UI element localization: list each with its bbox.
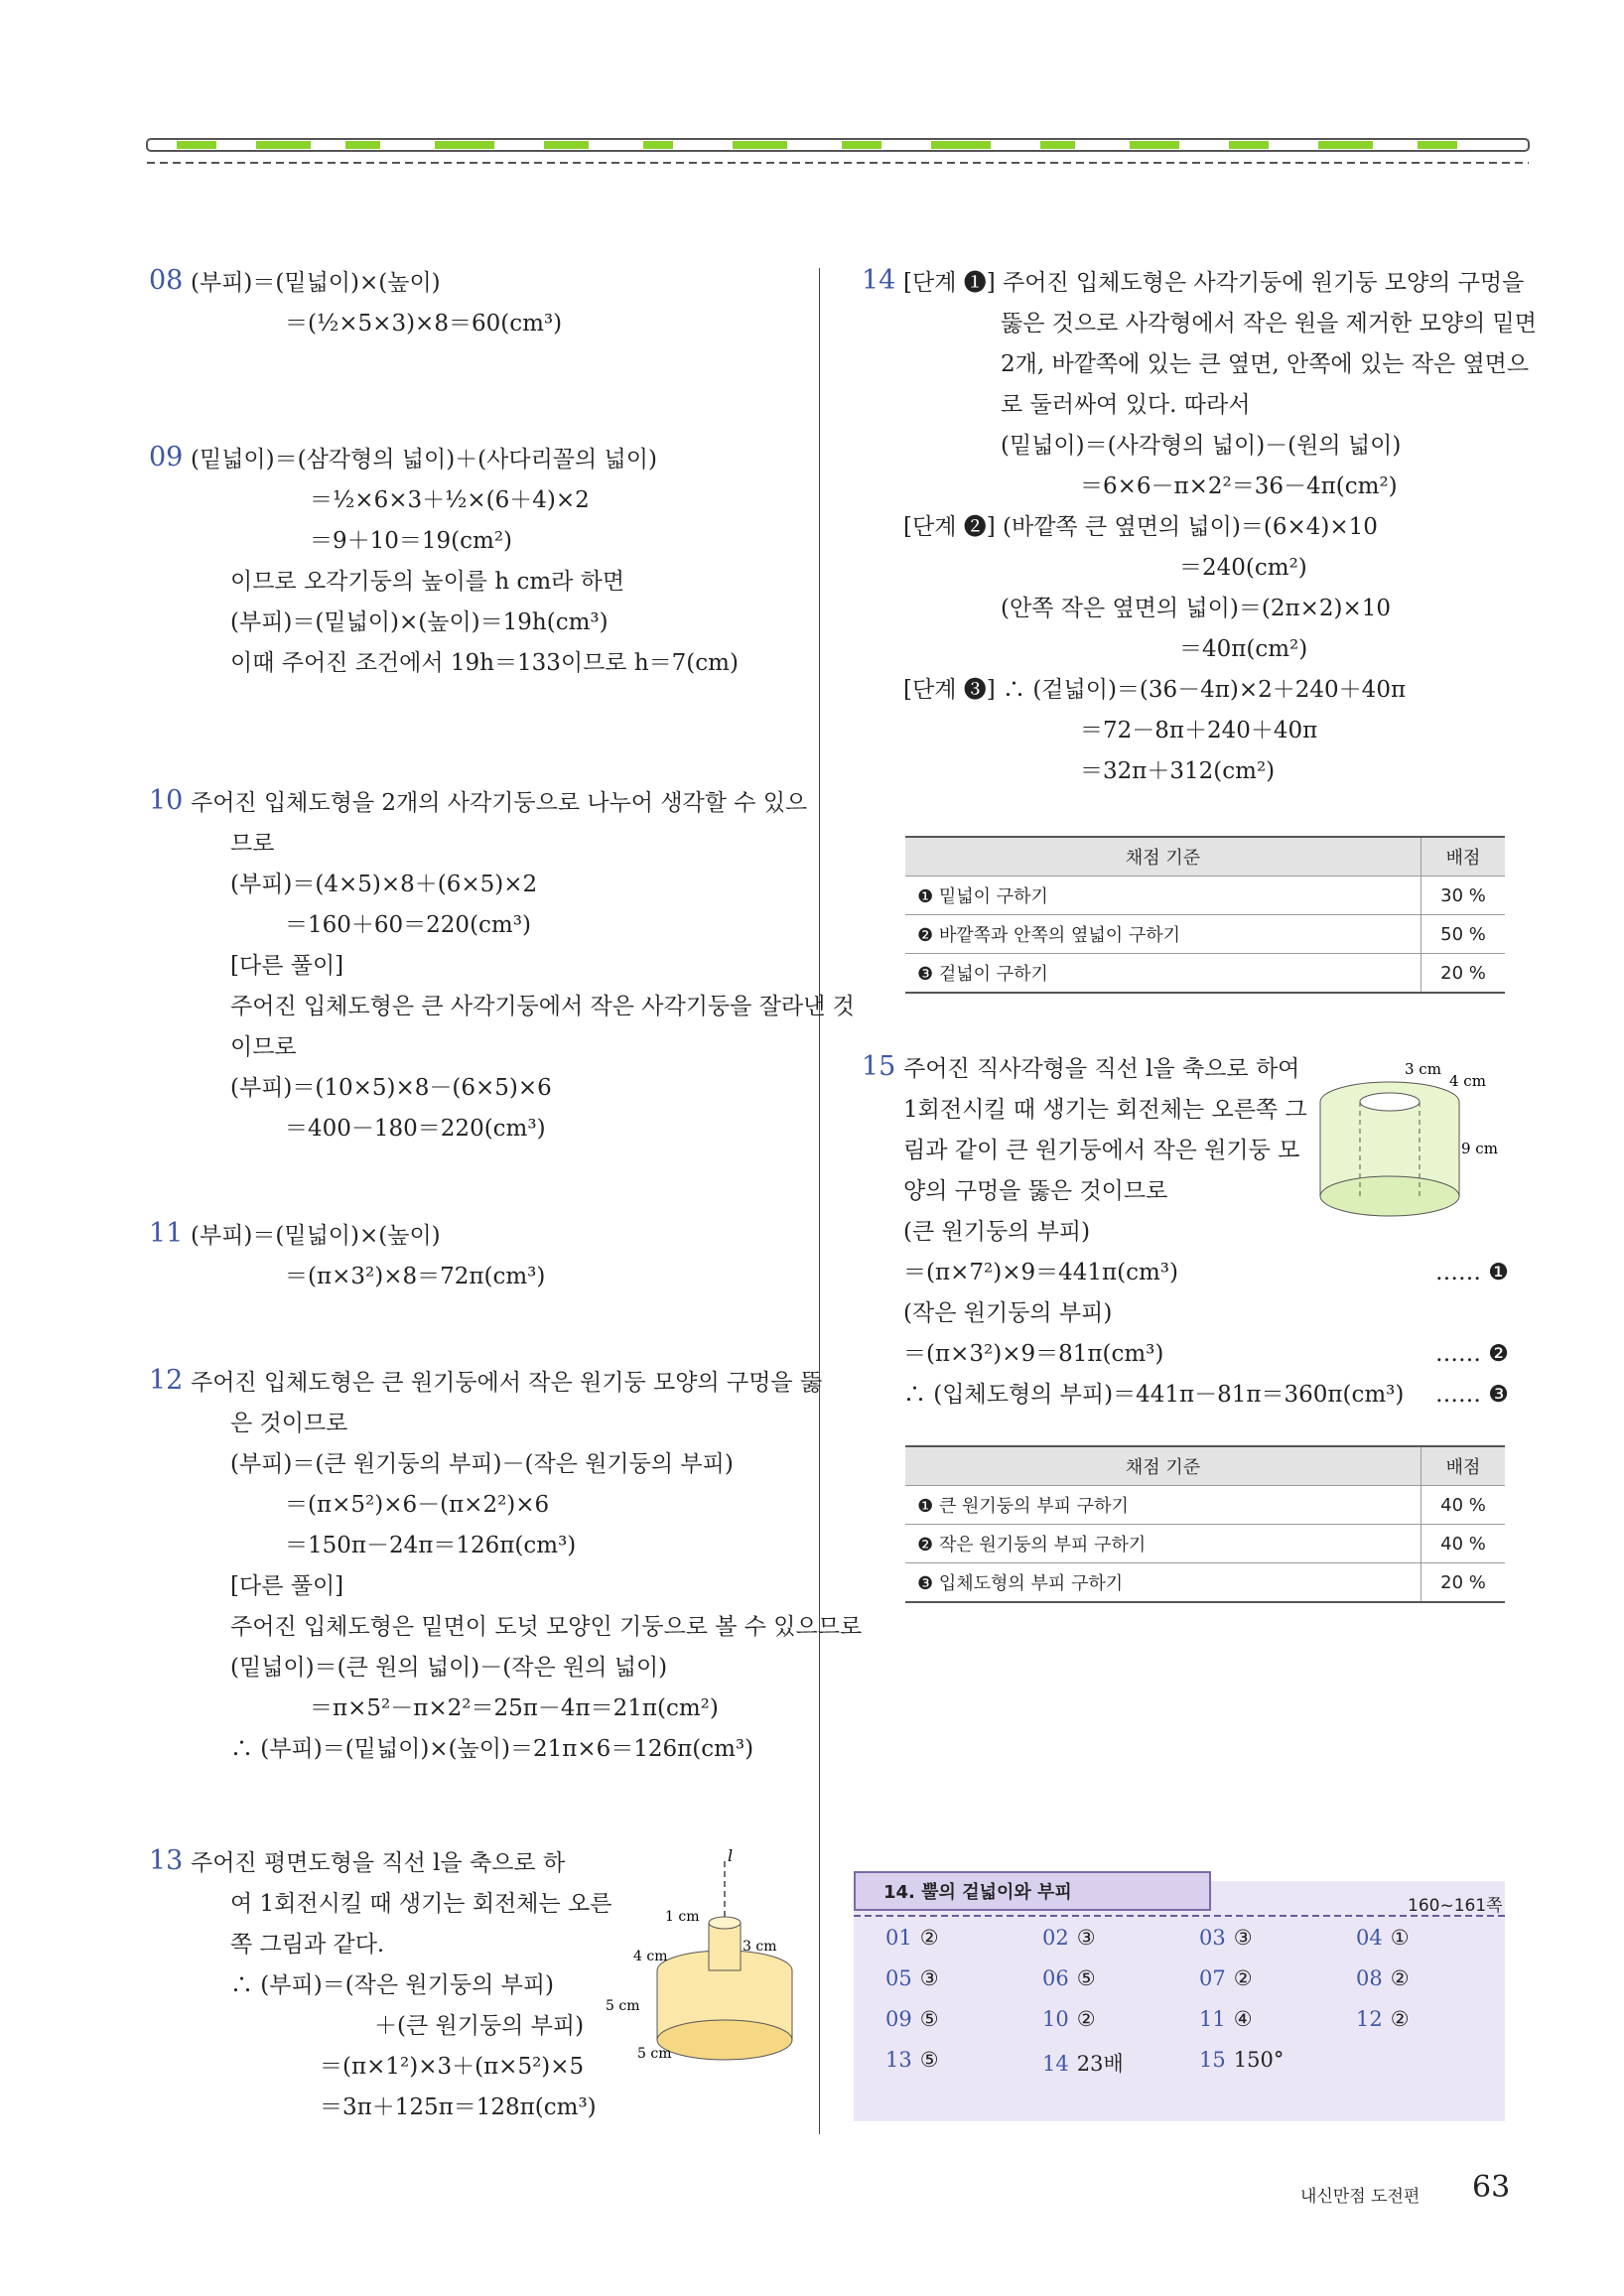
solution-line: 양의 구멍을 뚫은 것이므로	[903, 1178, 1168, 1204]
answer-value: ④	[1233, 2007, 1253, 2031]
solution-line: ＝(π×7²)×9＝441π(cm³)	[903, 1260, 1178, 1285]
answer-item	[1042, 2048, 1124, 2078]
answer-value: ②	[1076, 2007, 1096, 2031]
answer-value: 23배	[1076, 2052, 1124, 2076]
solution-line: 주어진 입체도형은 밑면이 도넛 모양인 기둥으로 볼 수 있으므로	[230, 1614, 863, 1640]
solution-line: ＋(큰 원기둥의 부피)	[374, 2013, 585, 2039]
step-mark: …… ❷	[1435, 1341, 1509, 1367]
answer-number: 08	[1356, 1966, 1383, 1990]
answer-number: 11	[1199, 2007, 1226, 2031]
column-divider	[819, 268, 820, 2134]
solution-line: 주어진 입체도형은 큰 사각기둥에서 작은 사각기둥을 잘라낸 것	[230, 994, 855, 1019]
problem-number: 11	[149, 1218, 184, 1249]
solution-line: 여 1회전시킬 때 생기는 회전체는 오른	[230, 1891, 612, 1917]
solution-line: 주어진 평면도형을 직선 l을 축으로 하	[191, 1850, 566, 1876]
answer-number: 06	[1042, 1966, 1069, 1990]
table-row: ❶ 큰 원기둥의 부피 구하기 40 %	[905, 1486, 1505, 1525]
solution-line: ＝400－180＝220(cm³)	[285, 1116, 546, 1142]
answer-item	[1199, 1966, 1253, 1990]
solution-line: [단계 ❷] (바깥쪽 큰 옆면의 넓이)＝(6×4)×10	[903, 514, 1378, 540]
answer-item	[885, 1926, 939, 1950]
solution-line: [다른 풀이]	[230, 1573, 344, 1599]
answer-number: 07	[1199, 1966, 1226, 1990]
scoring-table-14	[905, 836, 1505, 994]
solution-line: (부피)＝(밑넓이)×(높이)	[191, 270, 441, 296]
solution-line: 주어진 입체도형을 2개의 사각기둥으로 나누어 생각할 수 있으	[191, 790, 808, 816]
solution-line: ＝½×6×3＋½×(6＋4)×2	[310, 487, 590, 513]
solution-line: ＝6×6－π×2²＝36－4π(cm²)	[1080, 473, 1398, 499]
answer-value: 150°	[1233, 2048, 1285, 2072]
fig15-outer-r: 4 cm	[1449, 1072, 1486, 1090]
figure-15-hollow-cylinder	[1310, 1062, 1509, 1231]
solution-line: 주어진 직사각형을 직선 l을 축으로 하여	[903, 1056, 1300, 1082]
answer-key-title: 14. 뿔의 겉넓이와 부피	[854, 1871, 1211, 1911]
solution-line: (부피)＝(큰 원기둥의 부피)－(작은 원기둥의 부피)	[230, 1451, 734, 1477]
header-decoration	[147, 131, 1529, 171]
answer-item	[885, 2048, 939, 2072]
fig13-small-h: 3 cm	[743, 1939, 777, 1955]
table-row: ❸ 겉넓이 구하기 20 %	[905, 954, 1505, 994]
answer-number: 03	[1199, 1926, 1226, 1950]
solution-line: (부피)＝(밑넓이)×(높이)＝19h(cm³)	[230, 609, 609, 635]
answer-item	[1199, 2007, 1253, 2031]
solution-line: 2개, 바깥쪽에 있는 큰 옆면, 안쪽에 있는 작은 옆면으	[1001, 351, 1530, 377]
solution-line: 1회전시킬 때 생기는 회전체는 오른쪽 그	[903, 1097, 1307, 1123]
figure-13-cylinders	[596, 1846, 777, 2062]
answer-value: ③	[1076, 1926, 1096, 1950]
solution-line: ＝240(cm²)	[1179, 555, 1307, 581]
solution-line: (부피)＝(4×5)×8＋(6×5)×2	[230, 872, 538, 897]
solution-line: ∴ (입체도형의 부피)＝441π－81π＝360π(cm³)	[903, 1382, 1405, 1408]
solution-line: [다른 풀이]	[230, 953, 344, 979]
answer-value: ⑤	[1076, 1966, 1096, 1990]
table-row: ❶ 밑넓이 구하기 30 %	[905, 877, 1505, 915]
answer-value: ③	[919, 1966, 939, 1990]
fig15-height: 9 cm	[1461, 1140, 1498, 1157]
solution-line: ＝40π(cm²)	[1179, 636, 1308, 662]
step-mark: …… ❸	[1435, 1382, 1509, 1408]
solution-line: ＝32π＋312(cm²)	[1080, 758, 1276, 784]
solution-line: ＝3π＋125π＝128π(cm³)	[320, 2094, 597, 2120]
scoring-header: 채점 기준	[905, 837, 1421, 877]
solution-line: 로 둘러싸여 있다. 따라서	[1001, 392, 1251, 418]
answer-number: 05	[885, 1966, 912, 1990]
points-header: 배점	[1421, 837, 1506, 877]
solution-line: (작은 원기둥의 부피)	[903, 1300, 1113, 1326]
answer-number: 02	[1042, 1926, 1069, 1950]
answer-item	[1356, 2007, 1410, 2031]
answer-value: ①	[1390, 1926, 1410, 1950]
answer-number: 09	[885, 2007, 912, 2031]
solution-line: (부피)＝(10×5)×8－(6×5)×6	[230, 1075, 552, 1101]
answer-number: 12	[1356, 2007, 1383, 2031]
solution-line: 림과 같이 큰 원기둥에서 작은 원기둥 모	[903, 1138, 1300, 1163]
solution-line: ＝(½×5×3)×8＝60(cm³)	[285, 311, 563, 337]
answer-number: 04	[1356, 1926, 1383, 1950]
solution-line: ＝(π×3²)×9＝81π(cm³)	[903, 1341, 1164, 1367]
fig13-big-r: 4 cm	[633, 1949, 668, 1964]
solution-line: 은 것이므로	[230, 1411, 348, 1436]
answer-value: ②	[1390, 1966, 1410, 1990]
solution-line: ＝π×5²－π×2²＝25π－4π＝21π(cm²)	[310, 1695, 719, 1721]
answer-number: 01	[885, 1926, 912, 1950]
fig13-big-r-bottom: 5 cm	[637, 2046, 672, 2062]
solution-line: ＝150π－24π＝126π(cm³)	[285, 1533, 577, 1558]
answer-value: ⑤	[919, 2007, 939, 2031]
answer-item	[1199, 1926, 1253, 1950]
answer-dashed-line	[854, 1914, 1505, 1918]
answer-item	[885, 2007, 939, 2031]
solution-line: ＝(π×1²)×3＋(π×5²)×5	[320, 2054, 585, 2080]
table-row: ❷ 바깥쪽과 안쪽의 옆넓이 구하기 50 %	[905, 915, 1505, 954]
solution-line: ∴ (부피)＝(밑넓이)×(높이)＝21π×6＝126π(cm³)	[230, 1736, 754, 1762]
problem-number: 10	[149, 785, 184, 816]
fig15-inner-r: 3 cm	[1405, 1060, 1441, 1078]
answer-item	[1042, 1926, 1096, 1950]
solution-line: (안쪽 작은 옆면의 넓이)＝(2π×2)×10	[1001, 596, 1391, 621]
solution-line: ∴ (부피)＝(작은 원기둥의 부피)	[230, 1972, 555, 1998]
answer-number: 10	[1042, 2007, 1069, 2031]
solution-line: ＝72－8π＋240＋40π	[1080, 718, 1318, 743]
scoring-table-15: 채점 기준 배점 ❶ 큰 원기둥의 부피 구하기 40 % ❷ 작은 원기둥의 부피 구하기 40 % ❸ 입체도형의 부피 구하기 20 %	[905, 1445, 1505, 1603]
table-row: ❸ 입체도형의 부피 구하기 20 %	[905, 1563, 1505, 1603]
answer-key-pages: 160~161쪽	[1408, 1896, 1503, 1916]
answer-value: ③	[1233, 1926, 1253, 1950]
problem-number: 13	[149, 1845, 184, 1876]
solution-line: (밑넓이)＝(사각형의 넓이)－(원의 넓이)	[1001, 433, 1402, 459]
solution-line: 쪽 그림과 같다.	[230, 1932, 385, 1958]
problem-number: 15	[862, 1051, 896, 1082]
problem-number: 14	[862, 265, 896, 296]
fig13-axis-label: l	[728, 1846, 734, 1865]
problem-number: 12	[149, 1365, 184, 1396]
solution-line: 주어진 입체도형은 큰 원기둥에서 작은 원기둥 모양의 구멍을 뚫	[191, 1370, 823, 1396]
solution-line: 므로	[230, 831, 275, 857]
answer-value: ②	[1233, 1966, 1253, 1990]
answer-number: 13	[885, 2048, 912, 2072]
solution-line: ＝160＋60＝220(cm³)	[285, 912, 531, 938]
answer-value: ②	[919, 1926, 939, 1950]
solution-line: ＝(π×5²)×6－(π×2²)×6	[285, 1492, 550, 1518]
solution-line: ＝(π×3²)×8＝72π(cm³)	[285, 1264, 546, 1289]
solution-line: [단계 ❶] 주어진 입체도형은 사각기둥에 원기둥 모양의 구멍을	[903, 270, 1525, 296]
fig13-small-r: 1 cm	[665, 1909, 700, 1925]
problem-number: 08	[149, 265, 184, 296]
answer-value: ⑤	[919, 2048, 939, 2072]
book-label: 내신만점 도전편	[1300, 2187, 1421, 2207]
answer-value: ②	[1390, 2007, 1410, 2031]
answer-number: 14	[1042, 2052, 1069, 2076]
answer-item	[1356, 1966, 1410, 1990]
solution-line: (큰 원기둥의 부피)	[903, 1219, 1091, 1245]
solution-line: [단계 ❸] ∴ (겉넓이)＝(36－4π)×2＋240＋40π	[903, 677, 1407, 703]
solution-line: 뚫은 것으로 사각형에서 작은 원을 제거한 모양의 밑면	[1001, 311, 1537, 337]
solution-line: ＝9＋10＝19(cm²)	[310, 528, 513, 554]
answer-item	[1199, 2048, 1284, 2072]
answer-number: 15	[1199, 2048, 1226, 2072]
problem-number: 09	[149, 442, 184, 473]
answer-item	[885, 1966, 939, 1990]
solution-line: 이므로	[230, 1034, 297, 1060]
answer-item	[1356, 1926, 1410, 1950]
step-mark: …… ❶	[1435, 1260, 1509, 1285]
solution-line: 이때 주어진 조건에서 19h＝133이므로 h＝7(cm)	[230, 650, 739, 676]
answer-item	[1042, 1966, 1096, 1990]
solution-line: (밑넓이)＝(큰 원의 넓이)－(작은 원의 넓이)	[230, 1655, 668, 1681]
solution-line: 이므로 오각기둥의 높이를 h cm라 하면	[230, 569, 625, 595]
table-row: ❷ 작은 원기둥의 부피 구하기 40 %	[905, 1525, 1505, 1563]
fig13-big-h: 5 cm	[606, 1998, 640, 2014]
page-number: 63	[1472, 2170, 1511, 2205]
answer-item	[1042, 2007, 1096, 2031]
solution-line: (밑넓이)＝(삼각형의 넓이)＋(사다리꼴의 넓이)	[191, 447, 657, 473]
solution-line: (부피)＝(밑넓이)×(높이)	[191, 1223, 441, 1249]
